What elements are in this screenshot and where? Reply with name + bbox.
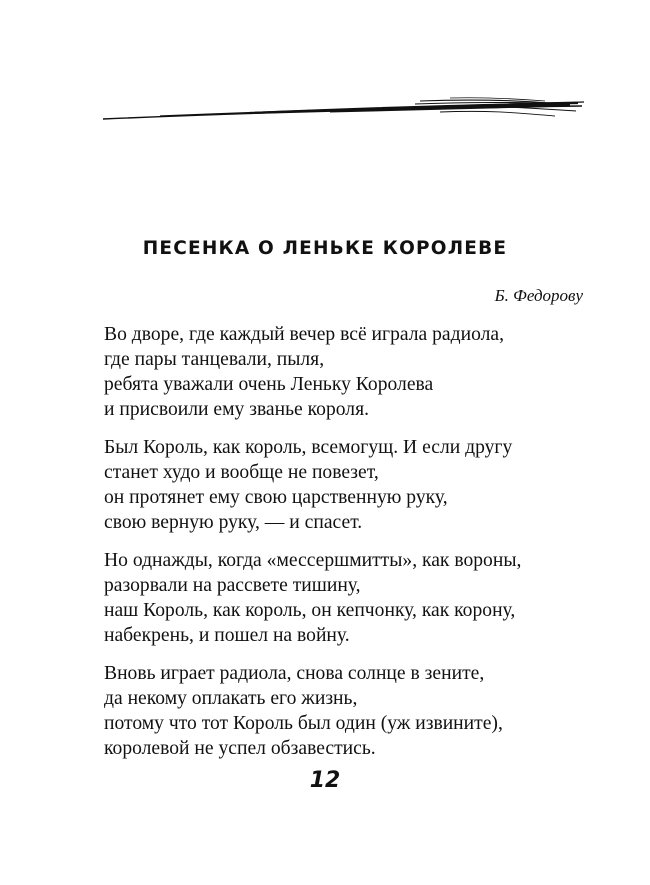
brush-stroke-divider (100, 92, 585, 128)
verse-line: ребята уважали очень Леньку Королева (104, 374, 434, 395)
stanza-1 (104, 322, 604, 422)
stanza-3 (104, 548, 604, 648)
stanza-2 (104, 435, 604, 535)
page-number: 12 (309, 768, 341, 793)
verse-line: да некому оплакать его жизнь, (104, 688, 358, 709)
poem-body (104, 322, 604, 774)
verse-line: свою верную руку, — и спасет. (104, 512, 363, 533)
verse-line: королевой не успел обзавестись. (104, 738, 376, 759)
verse-line: потому что тот Король был один (уж извините), (104, 713, 503, 734)
verse-line: станет худо и вообще не повезет, (104, 462, 379, 483)
verse-line: он протянет ему свою царственную руку, (104, 487, 448, 508)
stanza-4 (104, 661, 604, 761)
verse-line: набекрень, и пошел на войну. (104, 625, 350, 646)
verse-line: разорвали на рассвете тишину, (104, 575, 361, 596)
verse-line: Вновь играет радиола, снова солнце в зените, (104, 663, 485, 684)
poem-title: ПЕСЕНКА О ЛЕНЬКЕ КОРОЛЕВЕ (142, 238, 508, 259)
verse-line: Был Король, как король, всемогущ. И если другу (104, 437, 513, 458)
verse-line: Во дворе, где каждый вечер всё играла радиола, (104, 324, 504, 345)
dedication: Б. Федорову (494, 286, 583, 305)
verse-line: Но однажды, когда «мессершмитты», как вороны, (104, 550, 522, 571)
verse-line: и присвоили ему званье короля. (104, 399, 369, 420)
verse-line: где пары танцевали, пыля, (104, 349, 325, 370)
verse-line: наш Король, как король, он кепчонку, как корону, (104, 600, 516, 621)
